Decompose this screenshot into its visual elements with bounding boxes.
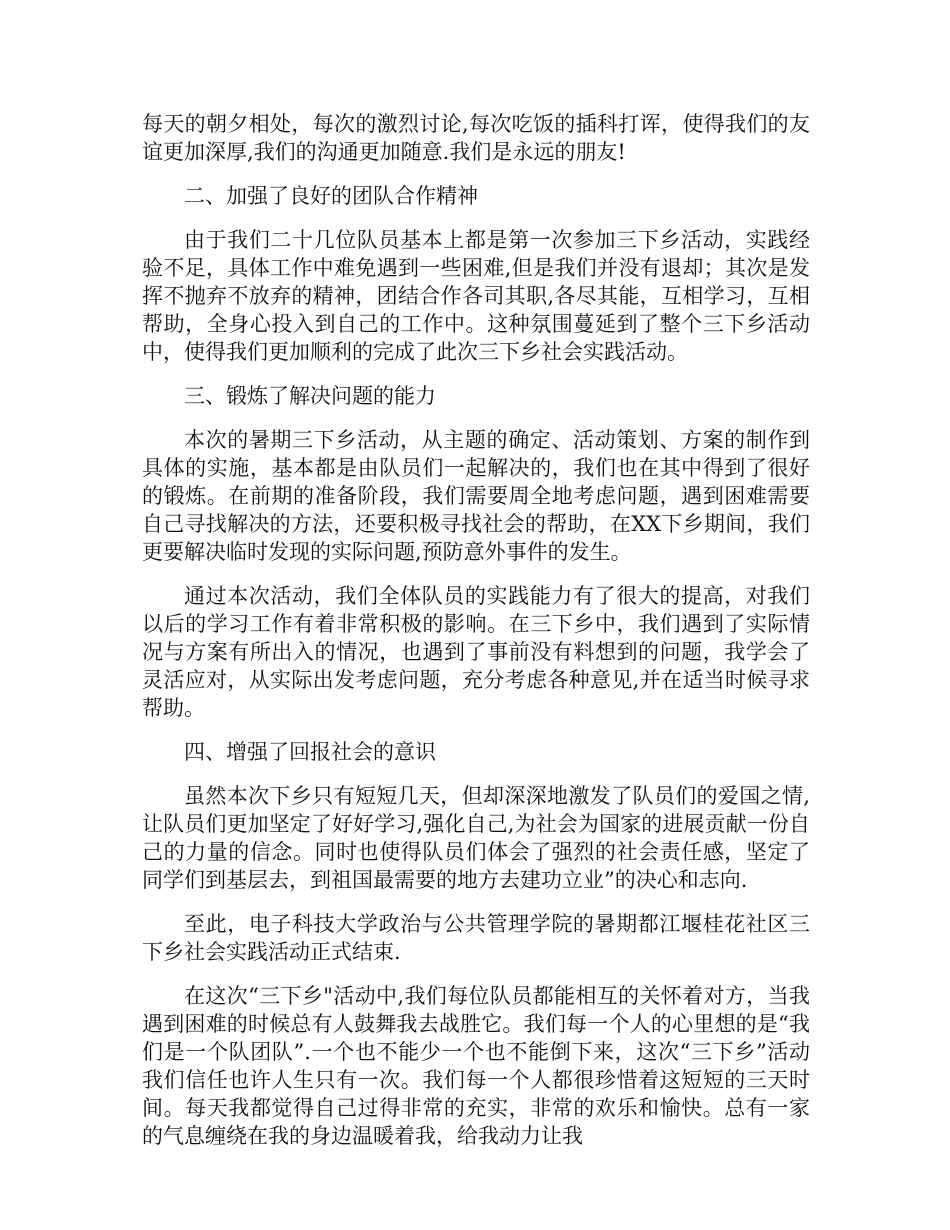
body-paragraph: 每天的朝夕相处，每次的激烈讨论,每次吃饭的插科打诨，使得我们的友谊更加深厚,我们的沟通更加随意.我们是永远的朋友! [142,112,810,164]
section-heading: 二、加强了良好的团队合作精神 [184,184,478,208]
body-paragraph: 由于我们二十几位队员基本上都是第一次参加三下乡活动，实践经验不足，具体工作中难免遇到一些困难,但是我们并没有退却；其次是发挥不抛弃不放弃的精神，团结合作各司其职,各尽其能，互相学习，互相帮助，全身心投入到自己的工作中。这种氛围蔓延到了整个三下乡活动中，使得我们更加顺利的完成了此次三下乡社会实践活动。 [142,228,810,364]
body-paragraph: 虽然本次下乡只有短短几天，但却深深地激发了队员们的爱国之情,让队员们更加坚定了好好学习,强化自己,为社会为国家的进展贡献一份自己的力量的信念。同时也使得队员们体会了强烈的社会责任感，坚定了同学们到基层去，到祖国最需要的地方去建功立业”的决心和志向. [142,784,810,892]
body-paragraph: 通过本次活动，我们全体队员的实践能力有了很大的提高，对我们以后的学习工作有着非常积极的影响。在三下乡中，我们遇到了实际情况与方案有所出入的情况，也遇到了事前没有料想到的问题，我学会了灵活应对，从实际出发考虑问题，充分考虑各种意见,并在适当时候寻求帮助。 [142,584,810,720]
document-page [142,110,810,1150]
body-paragraph: 至此，电子科技大学政治与公共管理学院的暑期都江堰桂花社区三下乡社会实践活动正式结束. [142,912,810,964]
body-paragraph: 在这次“三下乡"活动中,我们每位队员都能相互的关怀着对方，当我遇到困难的时候总有人鼓舞我去战胜它。我们每一个人的心里想的是“我们是一个队团队”.一个也不能少一个也不能倒下来，这次“三下乡”活动我们信任也许人生只有一次。我们每一个人都很珍惜着这短短的三天时间。每天我都觉得自己过得非常的充实，非常的欢乐和愉快。总有一家的气息缠绕在我的身边温暖着我，给我动力让我 [142,984,810,1148]
body-paragraph: 本次的暑期三下乡活动，从主题的确定、活动策划、方案的制作到具体的实施，基本都是由队员们一起解决的，我们也在其中得到了很好的锻炼。在前期的准备阶段，我们需要周全地考虑问题，遇到困难需要自己寻找解决的方法，还要积极寻找社会的帮助，在XX下乡期间，我们更要解决临时发现的实际问题,预防意外事件的发生。 [142,428,810,564]
section-heading: 三、锻炼了解决问题的能力 [184,384,436,408]
section-heading: 四、增强了回报社会的意识 [184,740,436,764]
